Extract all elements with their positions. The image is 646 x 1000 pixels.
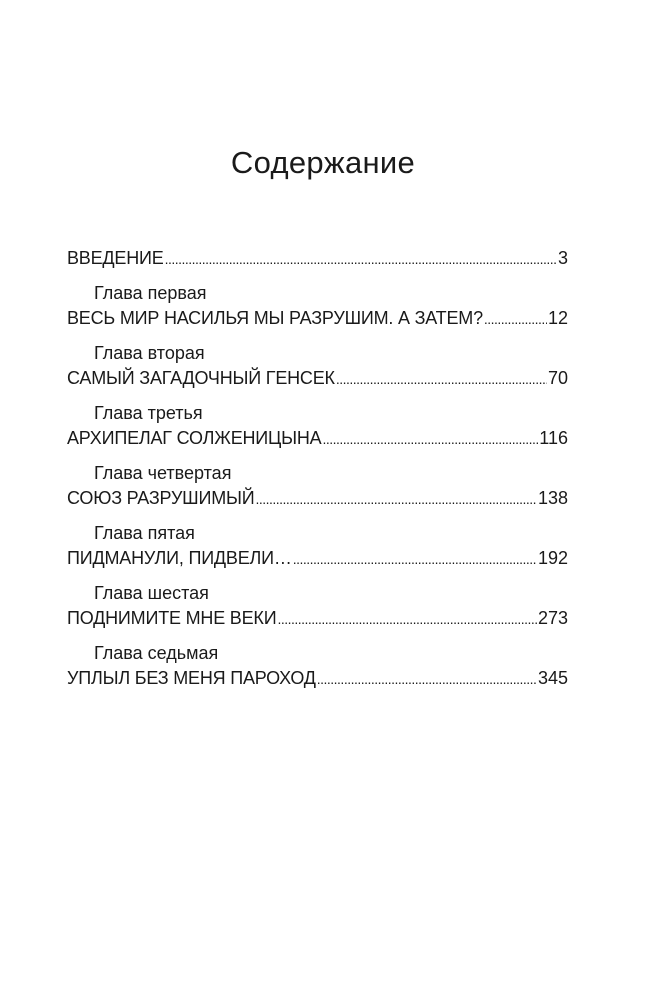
toc-entry-chapter-5 [67, 521, 568, 571]
toc-entry-chapter-4 [67, 461, 568, 511]
toc-page-number: 12 [547, 308, 568, 328]
toc-row[interactable] [67, 366, 568, 391]
toc-entry-title: ВВЕДЕНИЕ [67, 248, 164, 268]
toc-row[interactable] [67, 426, 568, 451]
chapter-label: Глава третья [94, 403, 203, 423]
dot-leader [323, 427, 539, 452]
toc-entry-chapter-7 [67, 641, 568, 691]
chapter-label: Глава четвертая [94, 463, 232, 483]
dot-leader [317, 667, 537, 692]
chapter-label: Глава шестая [94, 583, 209, 603]
toc-row[interactable] [67, 486, 568, 511]
toc-entry-title: АРХИПЕЛАГ СОЛЖЕНИЦЫНА [67, 428, 322, 448]
toc-page-number: 345 [537, 668, 568, 688]
table-of-contents [67, 246, 568, 691]
toc-entry-chapter-1 [67, 281, 568, 331]
toc-entry-title: ПОДНИМИТЕ МНЕ ВЕКИ [67, 608, 277, 628]
dot-leader [165, 247, 557, 272]
toc-entry-title: УПЛЫЛ БЕЗ МЕНЯ ПАРОХОД [67, 668, 316, 688]
toc-entry-chapter-3 [67, 401, 568, 451]
dot-leader [484, 307, 547, 332]
dot-leader [256, 487, 537, 512]
toc-row[interactable] [67, 546, 568, 571]
toc-entry-title: СОЮЗ РАЗРУШИМЫЙ [67, 488, 255, 508]
toc-row[interactable] [67, 246, 568, 271]
toc-entry-title: ВЕСЬ МИР НАСИЛЬЯ МЫ РАЗРУШИМ. А ЗАТЕМ? [67, 308, 483, 328]
toc-page-number: 138 [537, 488, 568, 508]
chapter-label: Глава пятая [94, 523, 195, 543]
toc-row[interactable] [67, 666, 568, 691]
toc-entry-title: САМЫЙ ЗАГАДОЧНЫЙ ГЕНСЕК [67, 368, 335, 388]
toc-page-number: 116 [539, 428, 568, 448]
dot-leader [336, 367, 547, 392]
chapter-label: Глава вторая [94, 343, 205, 363]
toc-page-number: 3 [557, 248, 568, 268]
toc-entry-chapter-6 [67, 581, 568, 631]
toc-row[interactable] [67, 306, 568, 331]
dot-leader [293, 547, 537, 572]
toc-entry-title: ПИДМАНУЛИ, ПИДВЕЛИ… [67, 548, 292, 568]
toc-entry-chapter-2 [67, 341, 568, 391]
toc-page-number: 70 [547, 368, 568, 388]
dot-leader [277, 607, 537, 632]
chapter-label: Глава седьмая [94, 643, 219, 663]
toc-page-number: 192 [537, 548, 568, 568]
toc-page-number: 273 [537, 608, 568, 628]
page-title: Содержание [230, 145, 416, 180]
chapter-label: Глава первая [94, 283, 207, 303]
toc-row[interactable] [67, 606, 568, 631]
toc-entry-introduction [67, 246, 568, 271]
